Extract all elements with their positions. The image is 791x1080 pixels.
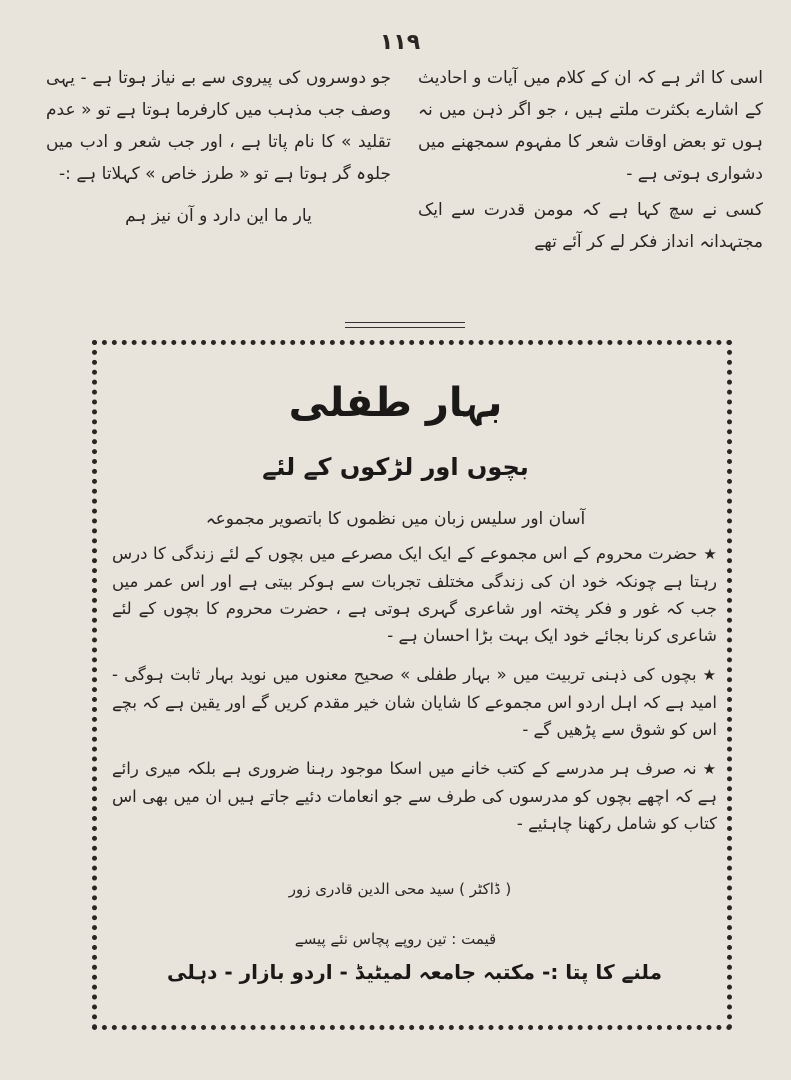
left-paragraph-1: جو دوسروں کی پیروی سے بے نیاز ہوتا ہے - یہی وصف جب مذہب میں کارفرما ہوتا ہے تو « عدم تقلید » کا نام پاتا ہے ، اور جب شعر و ادب میں جلوہ گر ہوتا ہے تو « طرز خاص » کہلاتا ہے :- bbox=[46, 68, 391, 184]
page-number: ۱۱۹ bbox=[379, 30, 421, 55]
section-divider-top bbox=[345, 322, 465, 323]
ad-subtitle: بچوں اور لڑکوں کے لئے bbox=[262, 453, 529, 481]
star-bullet-icon: ★ bbox=[702, 760, 717, 778]
ad-address: ملنے کا پتا :- مکتبہ جامعہ لمیٹیڈ - اردو بازار - دہلی bbox=[167, 960, 662, 984]
right-paragraph-1: اسی کا اثر ہے کہ ان کے کلام میں آیات و احادیث کے اشارے بکثرت ملتے ہیں ، جو اگر ذہن میں نہ ہوں تو بعض اوقات شعر کا مفہوم سمجھنے میں دشواری ہوتی ہے - bbox=[418, 68, 763, 184]
ad-paragraphs bbox=[112, 540, 717, 849]
star-bullet-icon: ★ bbox=[702, 666, 718, 684]
ad-paragraph-3 bbox=[112, 755, 717, 837]
persian-verse: یار ما این دارد و آن نیز ہم bbox=[125, 206, 312, 226]
ad-paragraph-text: حضرت محروم کے اس مجموعے کے ایک ایک مصرعے میں بچوں کے لئے زندگی کا درس رہتا ہے چونکہ خود ان کی زندگی مختلف تجربات سے ہوکر بیتی ہے اور اس عمر میں جب کہ غور و فکر پختہ اور شاعری گہری ہوتی ہے ، حضرت محروم کا بچوں کے لئے شاعری کرنا بجائے خود ایک بہت بڑا احسان ہے - bbox=[112, 544, 717, 645]
ad-tagline: آسان اور سلیس زبان میں نظموں کا باتصویر مجموعہ bbox=[205, 509, 586, 529]
ad-signature: ( ڈاکٹر ) سید محی الدین قادری زور bbox=[288, 880, 512, 898]
ad-paragraph-1 bbox=[112, 540, 717, 649]
ad-paragraph-text: نہ صرف ہر مدرسے کے کتب خانے میں اسکا موجود رہنا ضروری ہے بلکہ میری رائے ہے کہ اچھے بچوں کو مدرسوں کی طرف سے جو انعامات دئیے جاتے ہیں ان میں بھی اس کتاب کو شامل رکھنا چاہئیے - bbox=[112, 759, 717, 833]
section-divider-bottom bbox=[345, 327, 465, 328]
ad-paragraph-2 bbox=[112, 661, 717, 743]
ad-title: بہار طفلی bbox=[288, 380, 503, 426]
star-bullet-icon: ★ bbox=[703, 545, 717, 563]
right-paragraph-2: کسی نے سچ کہا ہے کہ مومن قدرت سے ایک مجتہدانہ انداز فکر لے کر آئے تھے bbox=[418, 200, 763, 252]
ad-price: قیمت : تین روپے پچاس نئے پیسے bbox=[294, 930, 497, 948]
left-text-column bbox=[46, 62, 391, 232]
right-text-column bbox=[418, 62, 763, 258]
ad-paragraph-text: بچوں کی ذہنی تربیت میں « بہار طفلی » صحیح معنوں میں نوید بہار ثابت ہوگی - امید ہے کہ اہل اردو اس مجموعے کا شایان شان خیر مقدم کریں گے اور یقین ہے کہ بچے اس کو شوق سے پڑھیں گے - bbox=[112, 665, 717, 739]
